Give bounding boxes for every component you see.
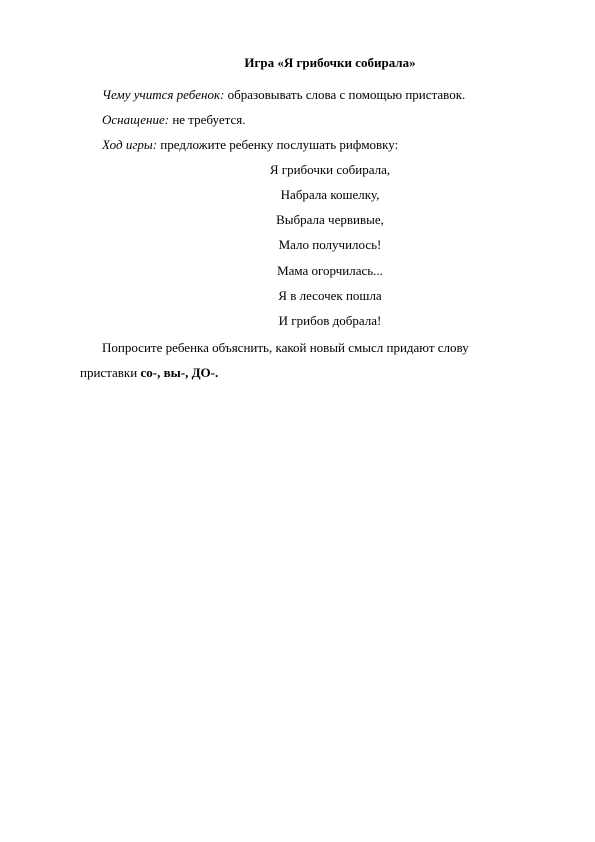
goal-label: Чему учится ребенок: <box>102 87 225 102</box>
equipment-line <box>102 112 245 128</box>
equipment-text: не требуется. <box>169 112 246 127</box>
procedure-label: Ход игры: <box>102 137 158 152</box>
equipment-label: Оснащение: <box>102 112 170 127</box>
procedure-text: предложите ребенку послушать рифмовку: <box>157 137 399 152</box>
poem-line: Мало получилось! <box>278 237 382 252</box>
instruction-prefix-text: приставки <box>80 365 141 380</box>
poem-line: Выбрала червивые, <box>276 212 384 227</box>
poem-line: Набрала кошелку, <box>280 187 380 202</box>
poem-line: Я в лесочек пошла <box>278 288 382 303</box>
goal-line <box>102 87 465 103</box>
procedure-line <box>102 137 398 153</box>
poem-line: Мама огорчилась... <box>277 263 383 278</box>
document-title: Игра «Я грибочки собирала» <box>244 55 416 70</box>
goal-text: образовывать слова с помощью приставок. <box>224 87 466 102</box>
instruction-line-1: Попросите ребенка объяснить, какой новый смысл придают слову <box>102 340 469 355</box>
poem-line: Я грибочки собирала, <box>269 162 391 177</box>
poem-line: И грибов добрала! <box>278 313 382 328</box>
instruction-prefixes: со-, вы-, ДО-. <box>140 365 219 380</box>
instruction-line-2 <box>80 365 218 381</box>
